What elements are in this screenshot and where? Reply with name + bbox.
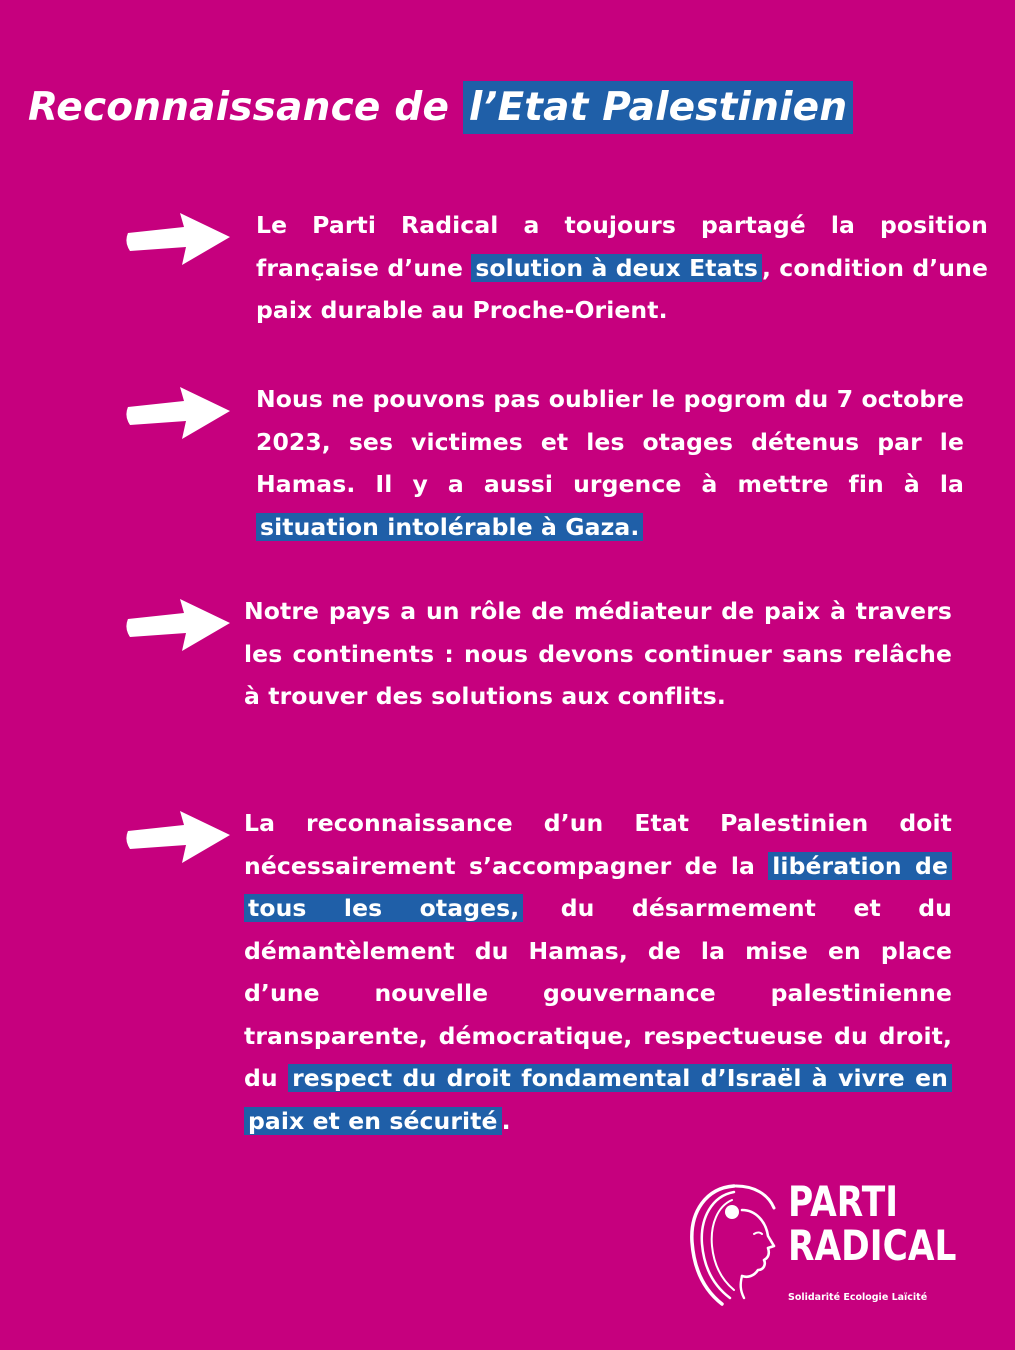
paragraph-3-text: Notre pays a un rôle de médiateur de paix à travers les continents : nous devons continuer sans relâche à trouver des solutions aux conflits. <box>244 597 952 710</box>
paragraph-1-text: Le Parti Radical a toujours partagé la position française d’une <box>256 211 988 282</box>
paragraph-4-highlight-2: respect du droit fondamental d’Israël à vivre en paix et en sécurité <box>244 1064 952 1135</box>
logo-tagline: Solidarité Ecologie Laïcité <box>788 1292 928 1303</box>
paragraph-1-text-end: , condition d’une paix durable au Proche-Orient. <box>256 253 989 324</box>
logo-line-2: RADICAL <box>788 1221 957 1270</box>
paragraph-4-text-middle: du désarmement et du démantèlement du Hamas, de la mise en place d’une nouvelle gouvernance palestinienne transparente, démocratique, respectueuse du droit, du <box>244 894 952 1092</box>
paragraph-3 <box>244 590 952 718</box>
paragraph-1 <box>256 204 988 332</box>
paragraph-4 <box>244 802 952 1142</box>
paragraph-2-text: Nous ne pouvons pas oublier le pogrom du 7 octobre 2023, ses victimes et les otages détenus par le Hamas. Il y a aussi urgence à mettre fin à la <box>256 385 964 498</box>
paragraph-4-text: La reconnaissance d’un Etat Palestinien doit nécessairement s’accompagner de la <box>244 809 952 880</box>
paragraph-4-highlight-1: libération de tous les otages, <box>244 852 952 923</box>
paragraph-4-text-end: . <box>501 1106 511 1135</box>
paragraph-2-highlight: situation intolérable à Gaza. <box>256 513 643 541</box>
title-text: Reconnaissance de <box>28 85 463 130</box>
logo-wordmark <box>788 1177 957 1270</box>
arrow-right-icon <box>122 207 234 269</box>
arrow-right-icon <box>122 381 234 443</box>
title-highlight: l’Etat Palestinien <box>463 81 853 134</box>
arrow-right-icon <box>122 805 234 867</box>
paragraph-2 <box>256 378 964 548</box>
arrow-right-icon <box>122 593 234 655</box>
paragraph-1-highlight: solution à deux Etats <box>471 254 762 282</box>
parti-radical-logo <box>684 1177 957 1310</box>
page-title <box>28 76 853 140</box>
logo-line-1: PARTI <box>788 1177 899 1226</box>
marianne-profile-icon <box>684 1180 786 1308</box>
